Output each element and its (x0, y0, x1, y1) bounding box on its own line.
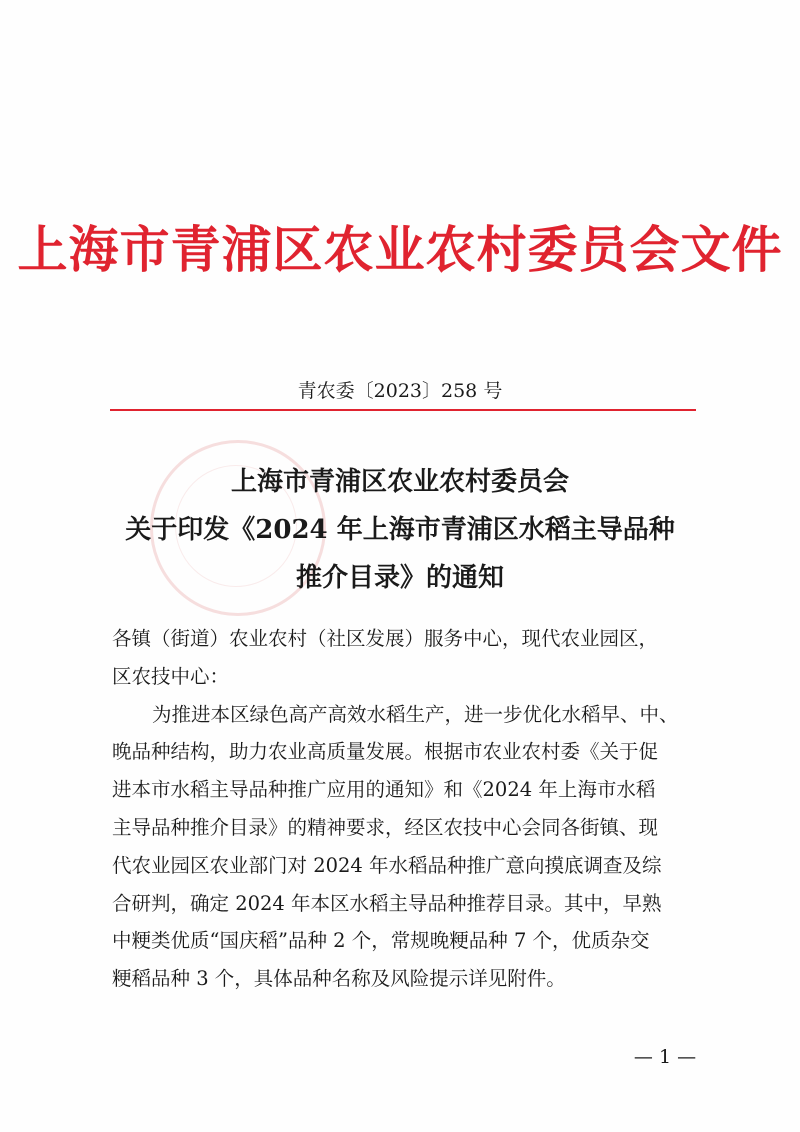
red-divider-line (110, 409, 696, 411)
issuer-title: 上海市青浦区农业农村委员会文件 (17, 220, 783, 279)
body-paragraph-line: 代农业园区农业部门对 2024 年水稻品种推广意向摸底调查及综 (112, 853, 662, 877)
body-paragraph-line: 中粳类优质“国庆稻”品种 2 个，常规晚粳品种 7 个，优质杂交 (112, 929, 650, 953)
body-paragraph-line: 进本市水稻主导品种推广应用的通知》和《2024 年上海市水稻 (112, 778, 656, 802)
recipients-line: 各镇（街道）农业农村（社区发展）服务中心，现代农业园区， (112, 627, 659, 650)
body-paragraph-line: 合研判，确定 2024 年本区水稻主导品种推荐目录。其中，早熟 (112, 891, 662, 915)
body-paragraph-line: 粳稻品种 3 个，具体品种名称及风险提示详见附件。 (112, 967, 566, 991)
page-number: — 1 — (633, 1046, 697, 1068)
notice-title (0, 458, 800, 602)
body-paragraph-line: 晚品种结构，助力农业高质量发展。根据市农业农村委《关于促 (112, 740, 659, 764)
notice-title-line: 推介目录》的通知 (295, 563, 504, 593)
body-paragraph-line: 为推进本区绿色高产高效水稻生产，进一步优化水稻早、中、 (152, 702, 679, 726)
notice-title-line: 上海市青浦区农业农村委员会 (230, 467, 569, 497)
body-paragraph-line: 主导品种推介目录》的精神要求，经区农技中心会同各街镇、现 (112, 815, 659, 839)
recipients-line: 区农技中心： (112, 664, 230, 688)
document-body (112, 620, 712, 998)
notice-title-line: 关于印发《2024 年上海市青浦区水稻主导品种 (125, 515, 675, 545)
document-number: 青农委〔2023〕258 号 (297, 380, 503, 402)
